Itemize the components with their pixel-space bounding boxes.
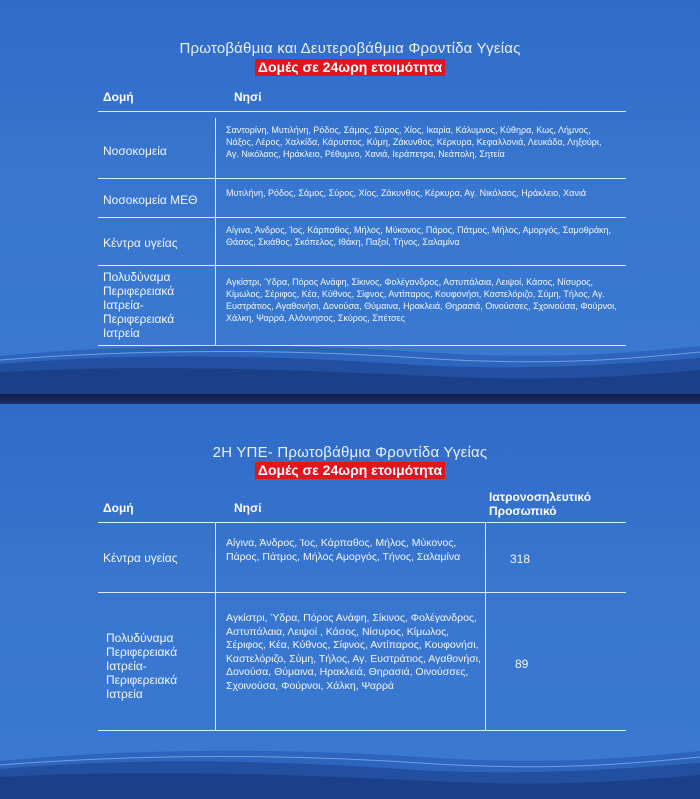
slide-2-wave-decoration: [0, 739, 700, 799]
slide-1-row-1-line: [98, 178, 626, 179]
slide-2-bottom-line: [98, 730, 626, 731]
slide-1-row-3-line: [98, 265, 626, 266]
slide-2-header-island: Νησί: [234, 501, 262, 515]
slide-1-wave-decoration: [0, 334, 700, 394]
slide-1-subtitle-wrap: [0, 59, 700, 77]
slide-2-header-structure: Δομή: [103, 501, 134, 515]
slide-2-row-2-islands: Αγκίστρι, Ύδρα, Πόρος Ανάφη, Σίκινος, Φολέγανδρος, Αστυπάλαια, Λειψοί , Κάσος, Νίσυρος, Κίμωλος, Σέριφος, Κέα, Κύθνος, Σίφνος, Αντίπαρος, Κουφονήσι, Καστελόριζο, Σύμη, Τήλος, Αγ. Ευστράτιος, Αγαθονήσι, Δονούσα, Θύμαινα, Ηρακλειά, Θηρασιά, Οινούσσες, Σχοινούσα, Φούρνοι, Χάλκη, Ψαρρά: [226, 612, 481, 692]
slide-1-subtitle: Δομές σε 24ωρη ετοιμότητα: [255, 59, 445, 76]
slide-2-row-1-line: [98, 592, 626, 593]
slide-1-column-divider: [215, 118, 216, 345]
slide-2-title: 2Η ΥΠΕ- Πρωτοβάθμια Φροντίδα Υγείας: [212, 444, 488, 461]
slide-2-header-staff: Ιατρονοσηλευτικό Προσωπικό: [489, 490, 592, 518]
slide-1-row-2-line: [98, 217, 626, 218]
slide-2-row-1-label: Κέντρα υγείας: [103, 551, 178, 565]
slide-1-header-island: Νησί: [234, 90, 262, 104]
slide-1-row-4-label: Πολυδύναμα Περιφερειακά Ιατρεία- Περιφερειακά Ιατρεία: [103, 270, 175, 340]
slide-1-row-2-label: Νοσοκομεία ΜΕΘ: [103, 193, 198, 207]
slide-2-row-2-staff: 89: [515, 657, 529, 671]
slide-2-row-1-staff: 318: [510, 552, 531, 566]
slide-1-title: Πρωτοβάθμια και Δευτεροβάθμια Φροντίδα Υγείας: [179, 40, 521, 57]
slide-2-column-divider-1: [215, 522, 216, 730]
slide-1-row-3-label: Κέντρα υγείας: [103, 236, 178, 250]
slide-divider: [0, 394, 700, 404]
slide-2-subtitle-wrap: [0, 462, 700, 480]
slide-2-row-1-islands: Αίγινα, Άνδρος, Ίος, Κάρπαθος, Μήλος, Μύκονος, Πάρος, Πάτμος, Μήλος Αμοργός, Τήνος, Σαλαμίνα: [226, 537, 461, 563]
slide-1-row-4-islands: Αγκίστρι, Ύδρα, Πόρος Ανάφη, Σίκινος, Φολέγανδρος, Αστυπάλαια, Λειψοί, Κάσος, Νίσυρος, Κίμωλος, Σέριφος, Κέα, Κύθνος, Σίφνος, Αντίπαρος, Κουφονήσι, Καστελόριζο, Σύμη, Τήλος, Αγ. Ευστράτιος, Αγαθονήσι, Δονούσα, Θύμαινα, Ηρακλειά, Θηρασιά, Οινούσσες, Σχοινούσα, Φούρνοι, Χάλκη, Ψαρρά, Αλόννησος, Σκύρος, Σπέτσες: [226, 277, 617, 323]
slide-1-row-1-islands: Σαντορίνη, Μυτιλήνη, Ρόδος, Σάμος, Σύρος, Χίος, Ικαρία, Κάλυμνος, Κύθηρα, Κως, Λήμνος, Νάξος, Λέρος, Χαλκίδα, Κάρυστος, Κύμη, Ζάκυνθος, Κέρκυρα, Κεφαλλονιά, Λευκάδα, Ληξούρι, Αγ. Νικόλαος, Ηράκλειο, Ρέθυμνο, Χανιά, Ιεράπετρα, Νεάπολη, Σητεία: [226, 125, 602, 159]
slide-1-header-structure: Δομή: [103, 90, 134, 104]
slide-1: [0, 0, 700, 394]
slide-2: [0, 404, 700, 799]
slide-2-subtitle: Δομές σε 24ωρη ετοιμότητα: [255, 462, 445, 479]
slide-1-row-1-label: Νοσοκομεία: [103, 144, 167, 158]
slide-2-header-line: [98, 522, 626, 523]
slide-2-column-divider-2: [485, 522, 486, 730]
slide-1-row-2-islands: Μυτιλήνη, Ρόδος, Σάμος, Σύρος, Χίος, Ζάκυνθος, Κέρκυρα, Αγ. Νικόλαος, Ηράκλειο, Χανιά: [226, 188, 587, 198]
slide-1-header-line: [98, 111, 626, 112]
slide-2-row-2-label: Πολυδύναμα Περιφερειακά Ιατρεία- Περιφερειακά Ιατρεία: [106, 631, 178, 701]
slide-1-row-3-islands: Αίγινα, Άνδρος, Ίος, Κάρπαθος, Μήλος, Μύκονος, Πάρος, Πάτμος, Μήλος, Αμοργός, Σαμοθράκη, Θάσος, Σκιάθος, Σκόπελος, Ιθάκη, Παξοί, Τήνος, Σαλαμίνα: [226, 225, 612, 247]
